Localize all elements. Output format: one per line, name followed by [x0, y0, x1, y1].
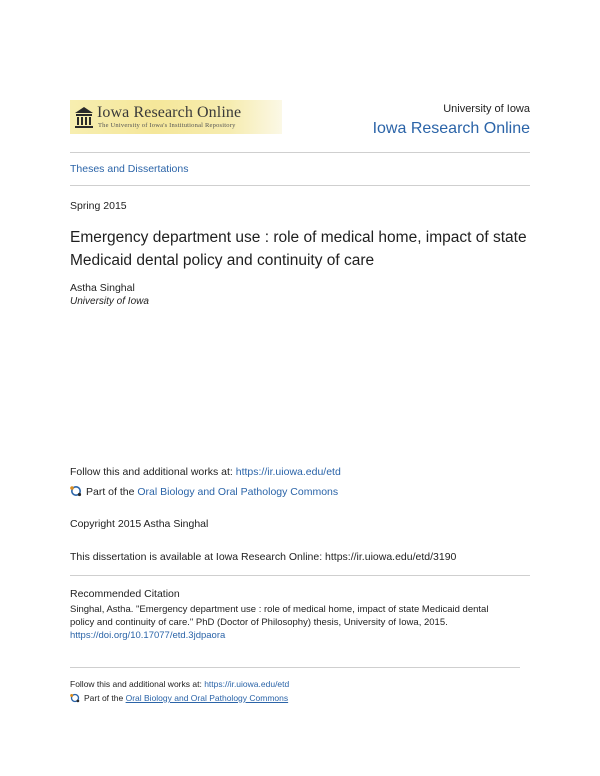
author-affiliation: University of Iowa	[70, 296, 149, 307]
doi-link[interactable]: https://doi.org/10.17077/etd.3jdpaora	[70, 630, 226, 641]
citation-line: policy and continuity of care." PhD (Doctor of Philosophy) thesis, University of Iowa, 2015.	[70, 617, 448, 628]
part-of-prefix: Part of the	[86, 486, 138, 498]
commons-link[interactable]: Oral Biology and Oral Pathology Commons	[137, 486, 339, 498]
footer-follow-line	[70, 679, 289, 689]
footer-commons-link[interactable]: Oral Biology and Oral Pathology Commons	[125, 693, 289, 703]
part-of-line	[70, 485, 338, 498]
citation-heading: Recommended Citation	[70, 588, 180, 600]
follow-url-link[interactable]: https://ir.uiowa.edu/etd	[235, 466, 341, 478]
citation-body	[70, 603, 488, 642]
divider	[70, 667, 520, 668]
follow-line	[70, 466, 341, 478]
divider	[70, 185, 530, 186]
iowa-research-online-logo[interactable]	[70, 100, 282, 134]
divider	[70, 152, 530, 153]
library-building-icon	[74, 106, 94, 129]
logo-title: Iowa Research Online	[97, 104, 242, 121]
network-commons-icon	[70, 485, 82, 497]
follow-prefix: Follow this and additional works at:	[70, 466, 236, 478]
footer-follow-url-link[interactable]: https://ir.uiowa.edu/etd	[204, 679, 290, 689]
footer-part-of-line	[70, 693, 288, 703]
footer-part-of-prefix: Part of the	[84, 693, 126, 703]
logo-subtitle: The University of Iowa's Institutional Repository	[98, 122, 236, 129]
footer-follow-prefix: Follow this and additional works at:	[70, 679, 205, 689]
collection-link[interactable]: Theses and Dissertations	[70, 163, 189, 175]
citation-line: Singhal, Astha. "Emergency department use : role of medical home, impact of state Medicaid dental	[70, 604, 489, 615]
publication-date: Spring 2015	[70, 200, 127, 212]
university-name: University of Iowa	[443, 103, 530, 115]
author-name: Astha Singhal	[70, 282, 135, 294]
copyright-text: Copyright 2015 Astha Singhal	[70, 518, 209, 530]
network-commons-icon	[70, 693, 80, 703]
document-title: Emergency department use : role of medical home, impact of state Medicaid dental policy and continuity of care	[70, 229, 527, 269]
repository-link[interactable]: Iowa Research Online	[372, 120, 530, 137]
availability-text: This dissertation is available at Iowa Research Online: https://ir.uiowa.edu/etd/3190	[70, 551, 457, 563]
divider	[70, 575, 530, 576]
